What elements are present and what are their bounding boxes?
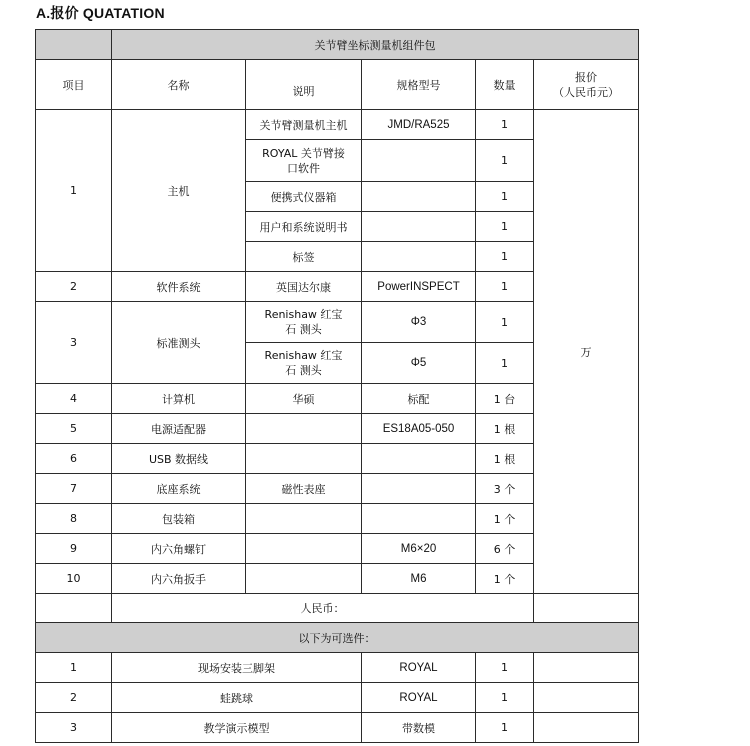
item-name: 内六角螺钉 [112,534,246,564]
item-no: 2 [36,272,112,302]
item-name: 主机 [112,110,246,272]
item-spec [362,504,476,534]
header-spec: 规格型号 [362,60,476,110]
item-qty: 1 台 [476,384,534,414]
item-no: 10 [36,564,112,594]
item-no: 7 [36,474,112,504]
item-no: 5 [36,414,112,444]
header-item: 项目 [36,60,112,110]
item-qty: 1 [476,302,534,343]
item-spec: Φ3 [362,302,476,343]
item-qty: 1 [476,182,534,212]
optional-item-no: 1 [36,653,112,683]
item-spec: 标配 [362,384,476,414]
item-spec [362,140,476,182]
item-no: 9 [36,534,112,564]
optional-row [36,713,639,743]
item-desc: 磁性表座 [246,474,362,504]
item-desc [246,140,362,182]
item-desc [246,564,362,594]
item-spec: PowerINSPECT [362,272,476,302]
item-name: 底座系统 [112,474,246,504]
optional-item-spec: ROYAL [362,653,476,683]
item-desc-line2: 石 测头 [285,323,322,336]
item-name: 电源适配器 [112,414,246,444]
item-qty: 1 [476,272,534,302]
item-no: 1 [36,110,112,272]
package-title-row [36,30,639,60]
item-spec [362,444,476,474]
item-name: USB 数据线 [112,444,246,474]
header-name: 名称 [112,60,246,110]
header-row [36,60,639,110]
item-qty: 1 个 [476,564,534,594]
item-desc: 用户和系统说明书 [246,212,362,242]
item-name: 计算机 [112,384,246,414]
item-desc [246,414,362,444]
item-qty: 1 [476,212,534,242]
item-spec: JMD/RA525 [362,110,476,140]
item-qty: 1 根 [476,414,534,444]
total-value [534,594,639,623]
item-spec [362,212,476,242]
blank-cell [36,30,112,60]
header-qty: 数量 [476,60,534,110]
item-spec: Φ5 [362,343,476,384]
item-qty: 6 个 [476,534,534,564]
item-no: 3 [36,302,112,384]
optional-item-price [534,683,639,713]
item-no: 4 [36,384,112,414]
item-desc-line1: Renishaw 红宝 [264,349,343,362]
item-name: 内六角扳手 [112,564,246,594]
header-desc: 说明 [246,60,362,110]
optional-item-no: 2 [36,683,112,713]
item-qty: 3 个 [476,474,534,504]
item-desc [246,343,362,384]
item-desc-line2: 口软件 [287,161,320,175]
optional-header-row [36,623,639,653]
optional-item-spec: ROYAL [362,683,476,713]
table-row [36,110,639,140]
optional-item-name: 教学演示模型 [112,713,362,743]
item-spec [362,242,476,272]
total-label: 人民币： [112,594,534,623]
optional-item-price [534,713,639,743]
header-price-line1: 报价 [575,70,598,84]
item-spec: ES18A05-050 [362,414,476,444]
optional-header: 以下为可选件： [36,623,639,653]
item-desc: 标签 [246,242,362,272]
item-desc-line1: ROYAL 关节臂接 [262,146,345,160]
package-title: 关节臂坐标测量机组件包 [112,30,639,60]
item-no: 6 [36,444,112,474]
item-spec [362,182,476,212]
optional-item-name: 蛙跳球 [112,683,362,713]
price-cell: 万 [534,110,639,594]
item-desc-line2: 石 测头 [285,364,322,377]
optional-item-qty: 1 [476,713,534,743]
header-price [534,60,639,110]
item-spec [362,474,476,504]
optional-item-price [534,653,639,683]
optional-item-spec: 带数模 [362,713,476,743]
item-name: 标准测头 [112,302,246,384]
item-no: 8 [36,504,112,534]
item-qty: 1 [476,110,534,140]
optional-row [36,683,639,713]
blank-cell [36,594,112,623]
optional-item-no: 3 [36,713,112,743]
item-desc-line1: Renishaw 红宝 [264,308,343,321]
item-name: 包装箱 [112,504,246,534]
item-qty: 1 [476,140,534,182]
item-desc: 英国达尔康 [246,272,362,302]
item-spec: M6 [362,564,476,594]
item-desc: 便携式仪器箱 [246,182,362,212]
item-name: 软件系统 [112,272,246,302]
item-desc [246,534,362,564]
optional-item-qty: 1 [476,683,534,713]
item-qty: 1 根 [476,444,534,474]
item-desc [246,504,362,534]
optional-item-name: 现场安装三脚架 [112,653,362,683]
item-qty: 1 [476,343,534,384]
item-qty: 1 [476,242,534,272]
document-title: A.报价 QUATATION [36,5,165,21]
header-price-line2: （人民币元） [553,85,620,99]
total-row [36,594,639,623]
optional-row [36,653,639,683]
item-desc: 关节臂测量机主机 [246,110,362,140]
quotation-table [35,29,639,743]
item-qty: 1 个 [476,504,534,534]
item-desc [246,302,362,343]
item-desc [246,444,362,474]
item-desc: 华硕 [246,384,362,414]
optional-item-qty: 1 [476,653,534,683]
item-spec: M6×20 [362,534,476,564]
